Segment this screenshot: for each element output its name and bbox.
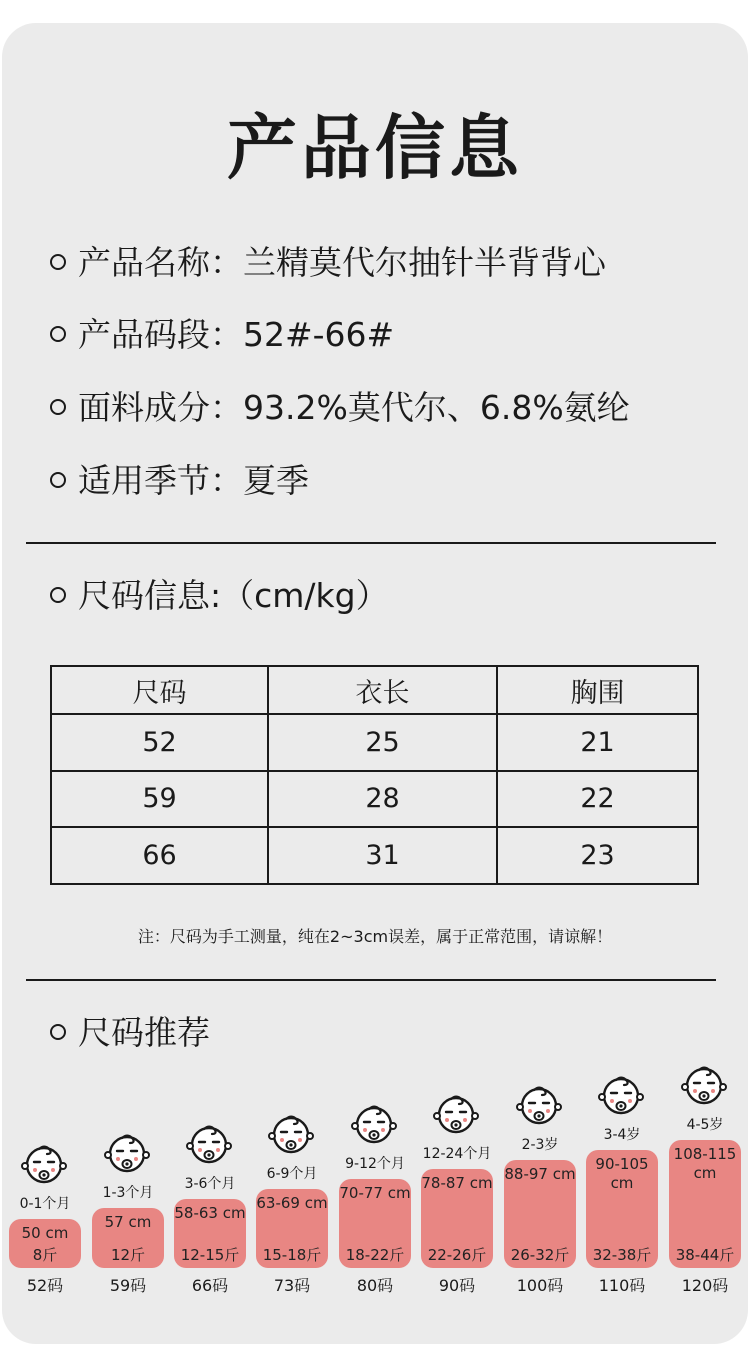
size-bar [256,1189,328,1268]
table-cell: 66 [51,827,268,884]
circle-bullet-icon [50,472,66,488]
info-value: 93.2%莫代尔、6.8%氨纶 [243,388,630,427]
measurement-note: 注：尺码为手工测量，纯在2~3cm误差，属于正常范围，请谅解！ [137,927,613,946]
size-code: 59码 [109,1276,147,1295]
baby-face-icon [433,1094,479,1136]
info-label: 产品名称： [78,243,243,282]
age-label: 6-9个月 [266,1166,318,1182]
table-cell: 21 [497,714,698,771]
baby-face-icon [268,1114,314,1156]
info-label: 产品码段： [78,315,243,354]
baby-face-icon [21,1144,67,1186]
table-cell: 52 [51,714,268,771]
height-range: 90-105 cm [595,1155,649,1192]
circle-bullet-icon [50,254,66,270]
size-table [50,665,699,885]
age-label: 3-4岁 [603,1127,641,1143]
age-label: 0-1个月 [19,1196,71,1212]
info-value: 夏季 [243,461,309,500]
weight-range: 26-32斤 [510,1246,570,1264]
info-value: 兰精莫代尔抽针半背背心 [243,243,606,282]
size-code: 90码 [438,1276,476,1295]
info-label: 面料成分： [78,388,243,427]
age-label: 1-3个月 [102,1185,154,1201]
size-code: 73码 [273,1276,311,1295]
size-bar [586,1150,658,1268]
size-info-heading-text: 尺码信息:（cm/kg） [78,576,389,615]
size-bar [9,1219,81,1268]
circle-bullet-icon [50,587,66,603]
table-header: 胸围 [497,666,698,714]
recommend-heading [50,1013,210,1053]
weight-range: 18-22斤 [345,1246,405,1264]
info-value: 52#-66# [243,315,395,354]
baby-face-icon [186,1124,232,1166]
baby-face-icon [598,1075,644,1117]
table-cell: 25 [268,714,497,771]
table-cell: 22 [497,771,698,828]
age-label: 4-5岁 [686,1117,724,1133]
baby-face-icon [516,1085,562,1127]
size-bar [339,1179,411,1268]
table-header: 尺码 [51,666,268,714]
size-code: 80码 [356,1276,394,1295]
age-label: 3-6个月 [184,1176,236,1192]
circle-bullet-icon [50,1024,66,1040]
page-title: 产品信息 [227,107,523,189]
info-label: 适用季节： [78,461,243,500]
weight-range: 22-26斤 [427,1246,487,1264]
size-bar [669,1140,741,1268]
size-bar [174,1199,246,1268]
size-bar [421,1169,493,1268]
height-range: 108-115 cm [673,1145,737,1182]
size-code: 110码 [598,1276,646,1295]
table-row [51,771,698,828]
height-range: 57 cm [104,1213,152,1231]
table-header: 衣长 [268,666,497,714]
height-range: 58-63 cm [174,1204,246,1222]
size-info-heading [50,576,389,616]
weight-range: 12-15斤 [180,1246,240,1264]
table-cell: 28 [268,771,497,828]
height-range: 78-87 cm [421,1174,493,1192]
divider [26,542,716,544]
height-range: 70-77 cm [339,1184,411,1202]
baby-face-icon [104,1133,150,1175]
weight-range: 12斤 [110,1246,146,1264]
height-range: 50 cm [21,1224,69,1242]
size-code: 52码 [26,1276,64,1295]
info-material [50,388,630,428]
weight-range: 15-18斤 [262,1246,322,1264]
height-range: 63-69 cm [256,1194,328,1212]
info-season [50,461,309,501]
age-label: 9-12个月 [345,1156,405,1172]
height-range: 88-97 cm [504,1165,576,1183]
circle-bullet-icon [50,399,66,415]
table-row [51,827,698,884]
age-label: 2-3岁 [521,1137,559,1153]
table-cell: 59 [51,771,268,828]
table-cell: 23 [497,827,698,884]
size-code: 66码 [191,1276,229,1295]
size-bar [504,1160,576,1268]
info-size-range [50,315,394,355]
table-cell: 31 [268,827,497,884]
baby-face-icon [351,1104,397,1146]
info-product-name [50,243,606,283]
divider [26,979,716,981]
circle-bullet-icon [50,326,66,342]
baby-face-icon [681,1065,727,1107]
recommend-heading-text: 尺码推荐 [78,1013,210,1052]
size-code: 120码 [681,1276,729,1295]
weight-range: 38-44斤 [675,1246,735,1264]
table-header-row [51,666,698,714]
size-code: 100码 [516,1276,564,1295]
age-label: 12-24个月 [422,1146,492,1162]
table-row [51,714,698,771]
weight-range: 32-38斤 [592,1246,652,1264]
weight-range: 8斤 [32,1246,58,1264]
size-bar [92,1208,164,1268]
